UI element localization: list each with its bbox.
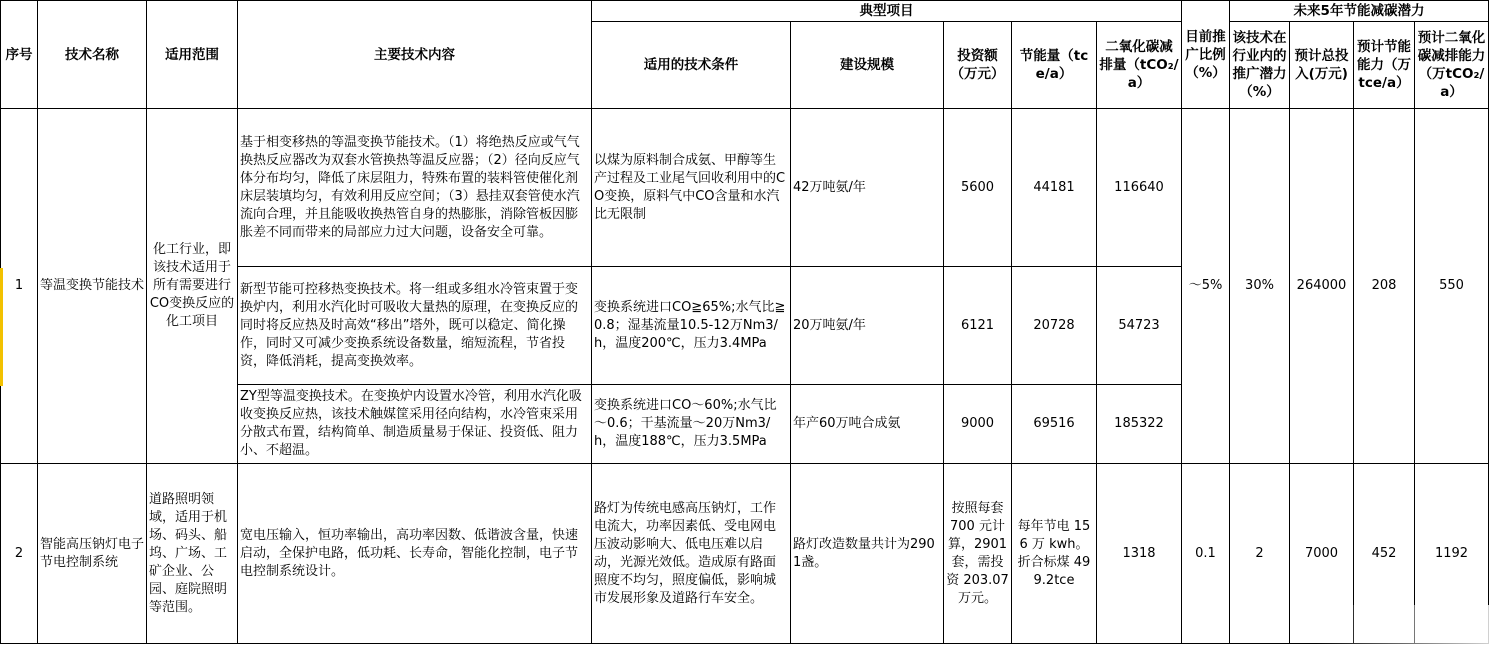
- header-saving-capacity[interactable]: 预计节能能力（万tce/a）: [1354, 22, 1415, 109]
- cell-conditions[interactable]: 路灯为传统电感高压钠灯，工作电流大，功率因素低、受电网电压波动影响大、低电压难以启动，光源光效低。造成原有路面照度不均匀，照度偏低，影响城市发展形象及道路行车安全。: [592, 464, 791, 644]
- cell-co2[interactable]: 54723: [1097, 267, 1182, 385]
- cell-industry-potential[interactable]: 2: [1230, 464, 1290, 644]
- header-conditions[interactable]: 适用的技术条件: [592, 22, 791, 109]
- cell-seq[interactable]: 1: [1, 109, 38, 464]
- cell-energy-saving[interactable]: 20728: [1012, 267, 1097, 385]
- cell-co2-capacity[interactable]: 1192: [1415, 464, 1489, 644]
- cell-scale[interactable]: 年产60万吨合成氨: [791, 385, 944, 464]
- cell-total-invest[interactable]: 264000: [1290, 109, 1354, 464]
- header-typical-project[interactable]: 典型项目: [592, 1, 1182, 22]
- cell-content[interactable]: ZY型等温变换技术。在变换炉内设置水冷管，利用水汽化吸收变换反应热，该技术触媒筐采用径向结构，水冷管束采用分散式布置，结构简单、制造质量易于保证、投资低、阻力小、不超温。: [238, 385, 592, 464]
- cell-tech-name[interactable]: 等温变换节能技术: [38, 109, 147, 464]
- header-content[interactable]: 主要技术内容: [238, 1, 592, 109]
- cell-scope[interactable]: 道路照明领域，适用于机场、码头、船坞、广场、工矿企业、公园、庭院照明等范围。: [147, 464, 238, 644]
- header-tech-name[interactable]: 技术名称: [38, 1, 147, 109]
- cell-content[interactable]: 新型节能可控移热变换技术。将一组或多组水冷管束置于变换炉内，利用水汽化时可吸收大量热的原理，在变换反应的同时将反应热及时高效“移出”塔外，既可以稳定、简化操作，同时又可减少变换系统设备数量，缩短流程，节省投资，降低消耗，提高变换效率。: [238, 267, 592, 385]
- cell-content[interactable]: 基于相变移热的等温变换节能技术。（1）将绝热反应或气气换热反应器改为双套水管换热等温反应器；（2）径向反应气体分布均匀，降低了床层阻力，特殊布置的装料管使催化剂床层装填均匀，有效利用反应空间；（3）悬挂双套管使水汽流向合理，并且能吸收换热管自身的热膨胀，消除管板因膨胀差不同而带来的局部应力过大问题，设备安全可靠。: [238, 109, 592, 267]
- cell-energy-saving[interactable]: 44181: [1012, 109, 1097, 267]
- header-scope[interactable]: 适用范围: [147, 1, 238, 109]
- cell-investment[interactable]: 9000: [944, 385, 1012, 464]
- cell-energy-saving[interactable]: 69516: [1012, 385, 1097, 464]
- cell-promotion[interactable]: ～5%: [1182, 109, 1230, 464]
- cell-conditions[interactable]: 变换系统进口CO～60%;水气比～0.6；干基流量～20万Nm3/h，温度188℃，压力3.5MPa: [592, 385, 791, 464]
- cell-investment[interactable]: 6121: [944, 267, 1012, 385]
- cell-seq[interactable]: 2: [1, 464, 38, 644]
- header-potential[interactable]: 未来5年节能减碳潜力: [1230, 1, 1489, 22]
- cell-investment[interactable]: 5600: [944, 109, 1012, 267]
- row-selection-marker: [0, 268, 3, 386]
- cell-saving-capacity[interactable]: 452: [1354, 464, 1415, 644]
- cell-saving-capacity[interactable]: 208: [1354, 109, 1415, 464]
- header-investment[interactable]: 投资额（万元）: [944, 22, 1012, 109]
- header-co2-capacity[interactable]: 预计二氧化碳减排能力（万tCO₂/a）: [1415, 22, 1489, 109]
- watermark-fade: [1316, 605, 1496, 645]
- cell-total-invest[interactable]: 7000: [1290, 464, 1354, 644]
- cell-investment[interactable]: 按照每套 700 元计算，2901 套，需投资 203.07 万元。: [944, 464, 1012, 644]
- cell-promotion[interactable]: 0.1: [1182, 464, 1230, 644]
- cell-energy-saving[interactable]: 每年节电 156 万 kwh。折合标煤 499.2tce: [1012, 464, 1097, 644]
- header-scale[interactable]: 建设规模: [791, 22, 944, 109]
- header-promotion[interactable]: 目前推广比例（%）: [1182, 1, 1230, 109]
- cell-co2[interactable]: 116640: [1097, 109, 1182, 267]
- cell-scope[interactable]: 化工行业，即该技术适用于所有需要进行CO变换反应的化工项目: [147, 109, 238, 464]
- cell-co2-capacity[interactable]: 550: [1415, 109, 1489, 464]
- header-energy-saving[interactable]: 节能量（tce/a）: [1012, 22, 1097, 109]
- cell-tech-name[interactable]: 智能高压钠灯电子节电控制系统: [38, 464, 147, 644]
- header-total-invest[interactable]: 预计总投入(万元): [1290, 22, 1354, 109]
- header-seq[interactable]: 序号: [1, 1, 38, 109]
- cell-conditions[interactable]: 以煤为原料制合成氨、甲醇等生产过程及工业尾气回收利用中的CO变换，原料气中CO含量和水汽比无限制: [592, 109, 791, 267]
- cell-conditions[interactable]: 变换系统进口CO≧65%;水气比≧0.8；湿基流量10.5-12万Nm3/h，温度200℃，压力3.4MPa: [592, 267, 791, 385]
- cell-scale[interactable]: 20万吨氨/年: [791, 267, 944, 385]
- cell-scale[interactable]: 42万吨氨/年: [791, 109, 944, 267]
- header-industry-potential[interactable]: 该技术在行业内的推广潜力（%）: [1230, 22, 1290, 109]
- cell-scale[interactable]: 路灯改造数量共计为2901盏。: [791, 464, 944, 644]
- cell-co2[interactable]: 1318: [1097, 464, 1182, 644]
- header-co2[interactable]: 二氧化碳减排量（tCO₂/a）: [1097, 22, 1182, 109]
- cell-industry-potential[interactable]: 30%: [1230, 109, 1290, 464]
- cell-content[interactable]: 宽电压输入，恒功率输出，高功率因数、低谐波含量，快速启动，全保护电路，低功耗、长寿命，智能化控制，电子节电控制系统设计。: [238, 464, 592, 644]
- cell-co2[interactable]: 185322: [1097, 385, 1182, 464]
